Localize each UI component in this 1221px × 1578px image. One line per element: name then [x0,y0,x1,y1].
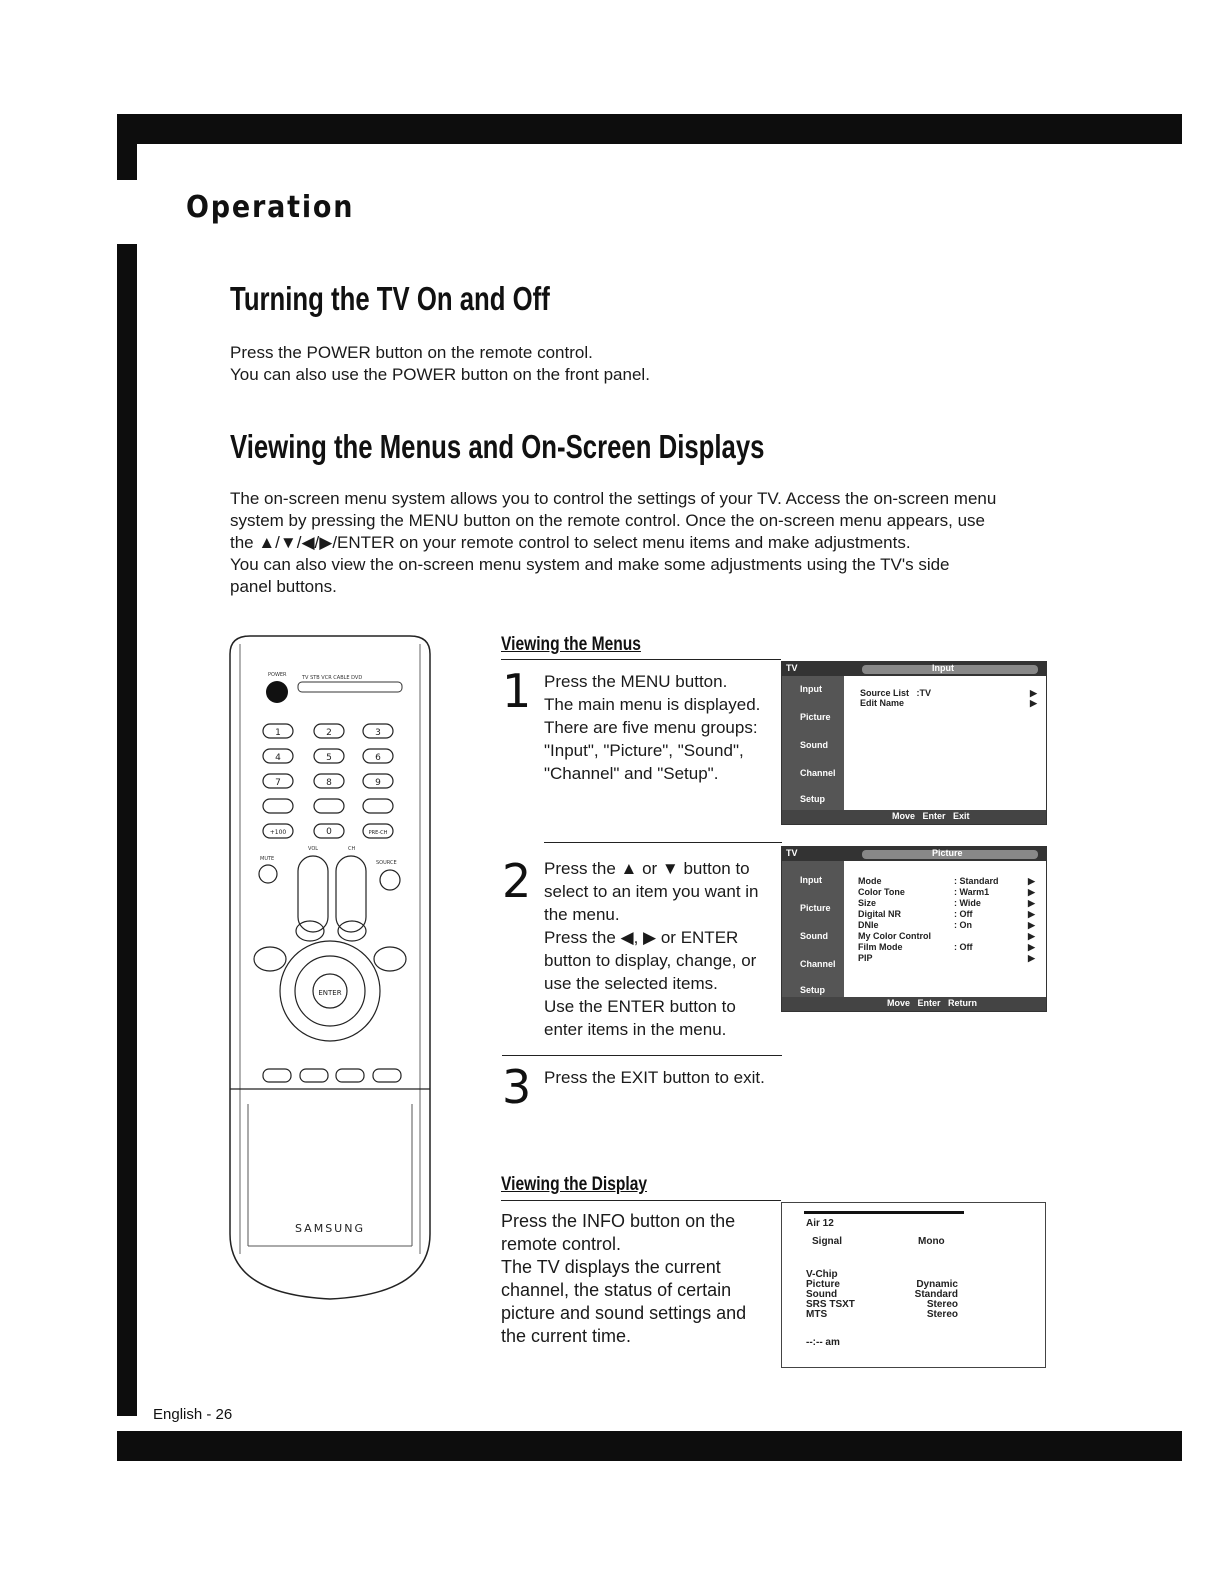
viewing-display-text: Press the INFO button on the remote control. The TV displays the current channel, the status of certain picture and sound settings and the current time. [501,1211,747,1346]
svg-text:POWER: POWER [268,672,287,678]
top-bar [117,114,1182,144]
svg-text:7: 7 [275,778,281,788]
svg-text:0: 0 [326,827,332,837]
svg-text:PRE-CH: PRE-CH [368,830,388,836]
svg-text:ENTER: ENTER [318,989,342,997]
osd-picture-menu: TV Picture Input Picture Sound Channel Setup Mode : Standard Color Tone : Warm1 Size : Wide Digital NR : Off DNIe : On My Color Control Film Mode : Off PIP ▶ ▶ ▶ ▶ ▶ ▶ ▶ ▶ Move Enter Return [781,846,1047,1012]
svg-text:VOL: VOL [308,846,319,852]
heading-viewing-the-menus: Viewing the Menus [501,634,641,655]
step-number-1: 1 [502,664,532,718]
svg-text:4: 4 [275,753,281,763]
step-number-2: 2 [502,854,532,908]
turning-on-paragraph: Press the POWER button on the remote control. You can also use the POWER button on the front panel. [230,343,650,384]
svg-text:CH: CH [348,846,356,852]
rule-step3 [502,1055,782,1056]
heading-viewing-the-display: Viewing the Display [501,1174,648,1195]
heading-viewing-menus-osd: Viewing the Menus and On-Screen Displays [230,428,765,465]
menus-intro-paragraph: The on-screen menu system allows you to control the settings of your TV. Access the on-screen menu system by pressing the MENU button on the remote control. Once the on-screen menu appears, use the ▲/▼/◀/▶/ENTER on your remote control to select menu items and make adjustments. You can also view the on-screen menu system and make some adjustments using the TV's side panel buttons. [230,489,997,596]
svg-text:SOURCE: SOURCE [376,860,397,866]
svg-text:2: 2 [326,728,332,738]
section-title: Operation [186,190,355,225]
step-2-text: Press the ▲ or ▼ button to select to an item you want in the menu. Press the ◀, ▶ or ENTER button to display, change, or use the selected items. Use the ENTER button to enter items in the menu. [544,859,759,1039]
rule-display [501,1200,781,1201]
info-display-screen: Air 12 Signal Mono V-Chip Picture Sound SRS TSXT MTS Dynamic Standard Stereo Stereo --:-- am [781,1202,1046,1368]
svg-text:+100: +100 [269,829,287,836]
rule-step2 [544,842,782,843]
svg-text:MUTE: MUTE [260,856,275,862]
step-1-text: Press the MENU button. The main menu is displayed. There are five menu groups: "Input", "Picture", "Sound", "Channel" and "Setup". [544,672,761,783]
page-footer: English - 26 [153,1406,233,1423]
svg-text:8: 8 [326,778,332,788]
bottom-bar [117,1431,1182,1461]
rule-menus [501,659,781,660]
left-bar-top [117,114,137,180]
svg-text:5: 5 [326,753,332,763]
svg-text:1: 1 [275,728,281,738]
osd-input-menu: TV Input Input Picture Sound Channel Setup Source List :TV Edit Name ▶ ▶ Move Enter Exit [781,661,1047,825]
svg-text:TV STB VCR CABLE DVD: TV STB VCR CABLE DVD [302,675,363,681]
remote-brand: SAMSUNG [295,1222,365,1235]
svg-text:6: 6 [375,753,381,763]
step-number-3: 3 [502,1060,532,1114]
svg-text:9: 9 [375,778,381,788]
heading-turning-on-off: Turning the TV On and Off [230,280,550,317]
svg-text:3: 3 [375,728,381,738]
left-bar [117,244,137,1416]
step-3-text: Press the EXIT button to exit. [544,1068,765,1087]
remote-control-illustration [228,634,432,1304]
